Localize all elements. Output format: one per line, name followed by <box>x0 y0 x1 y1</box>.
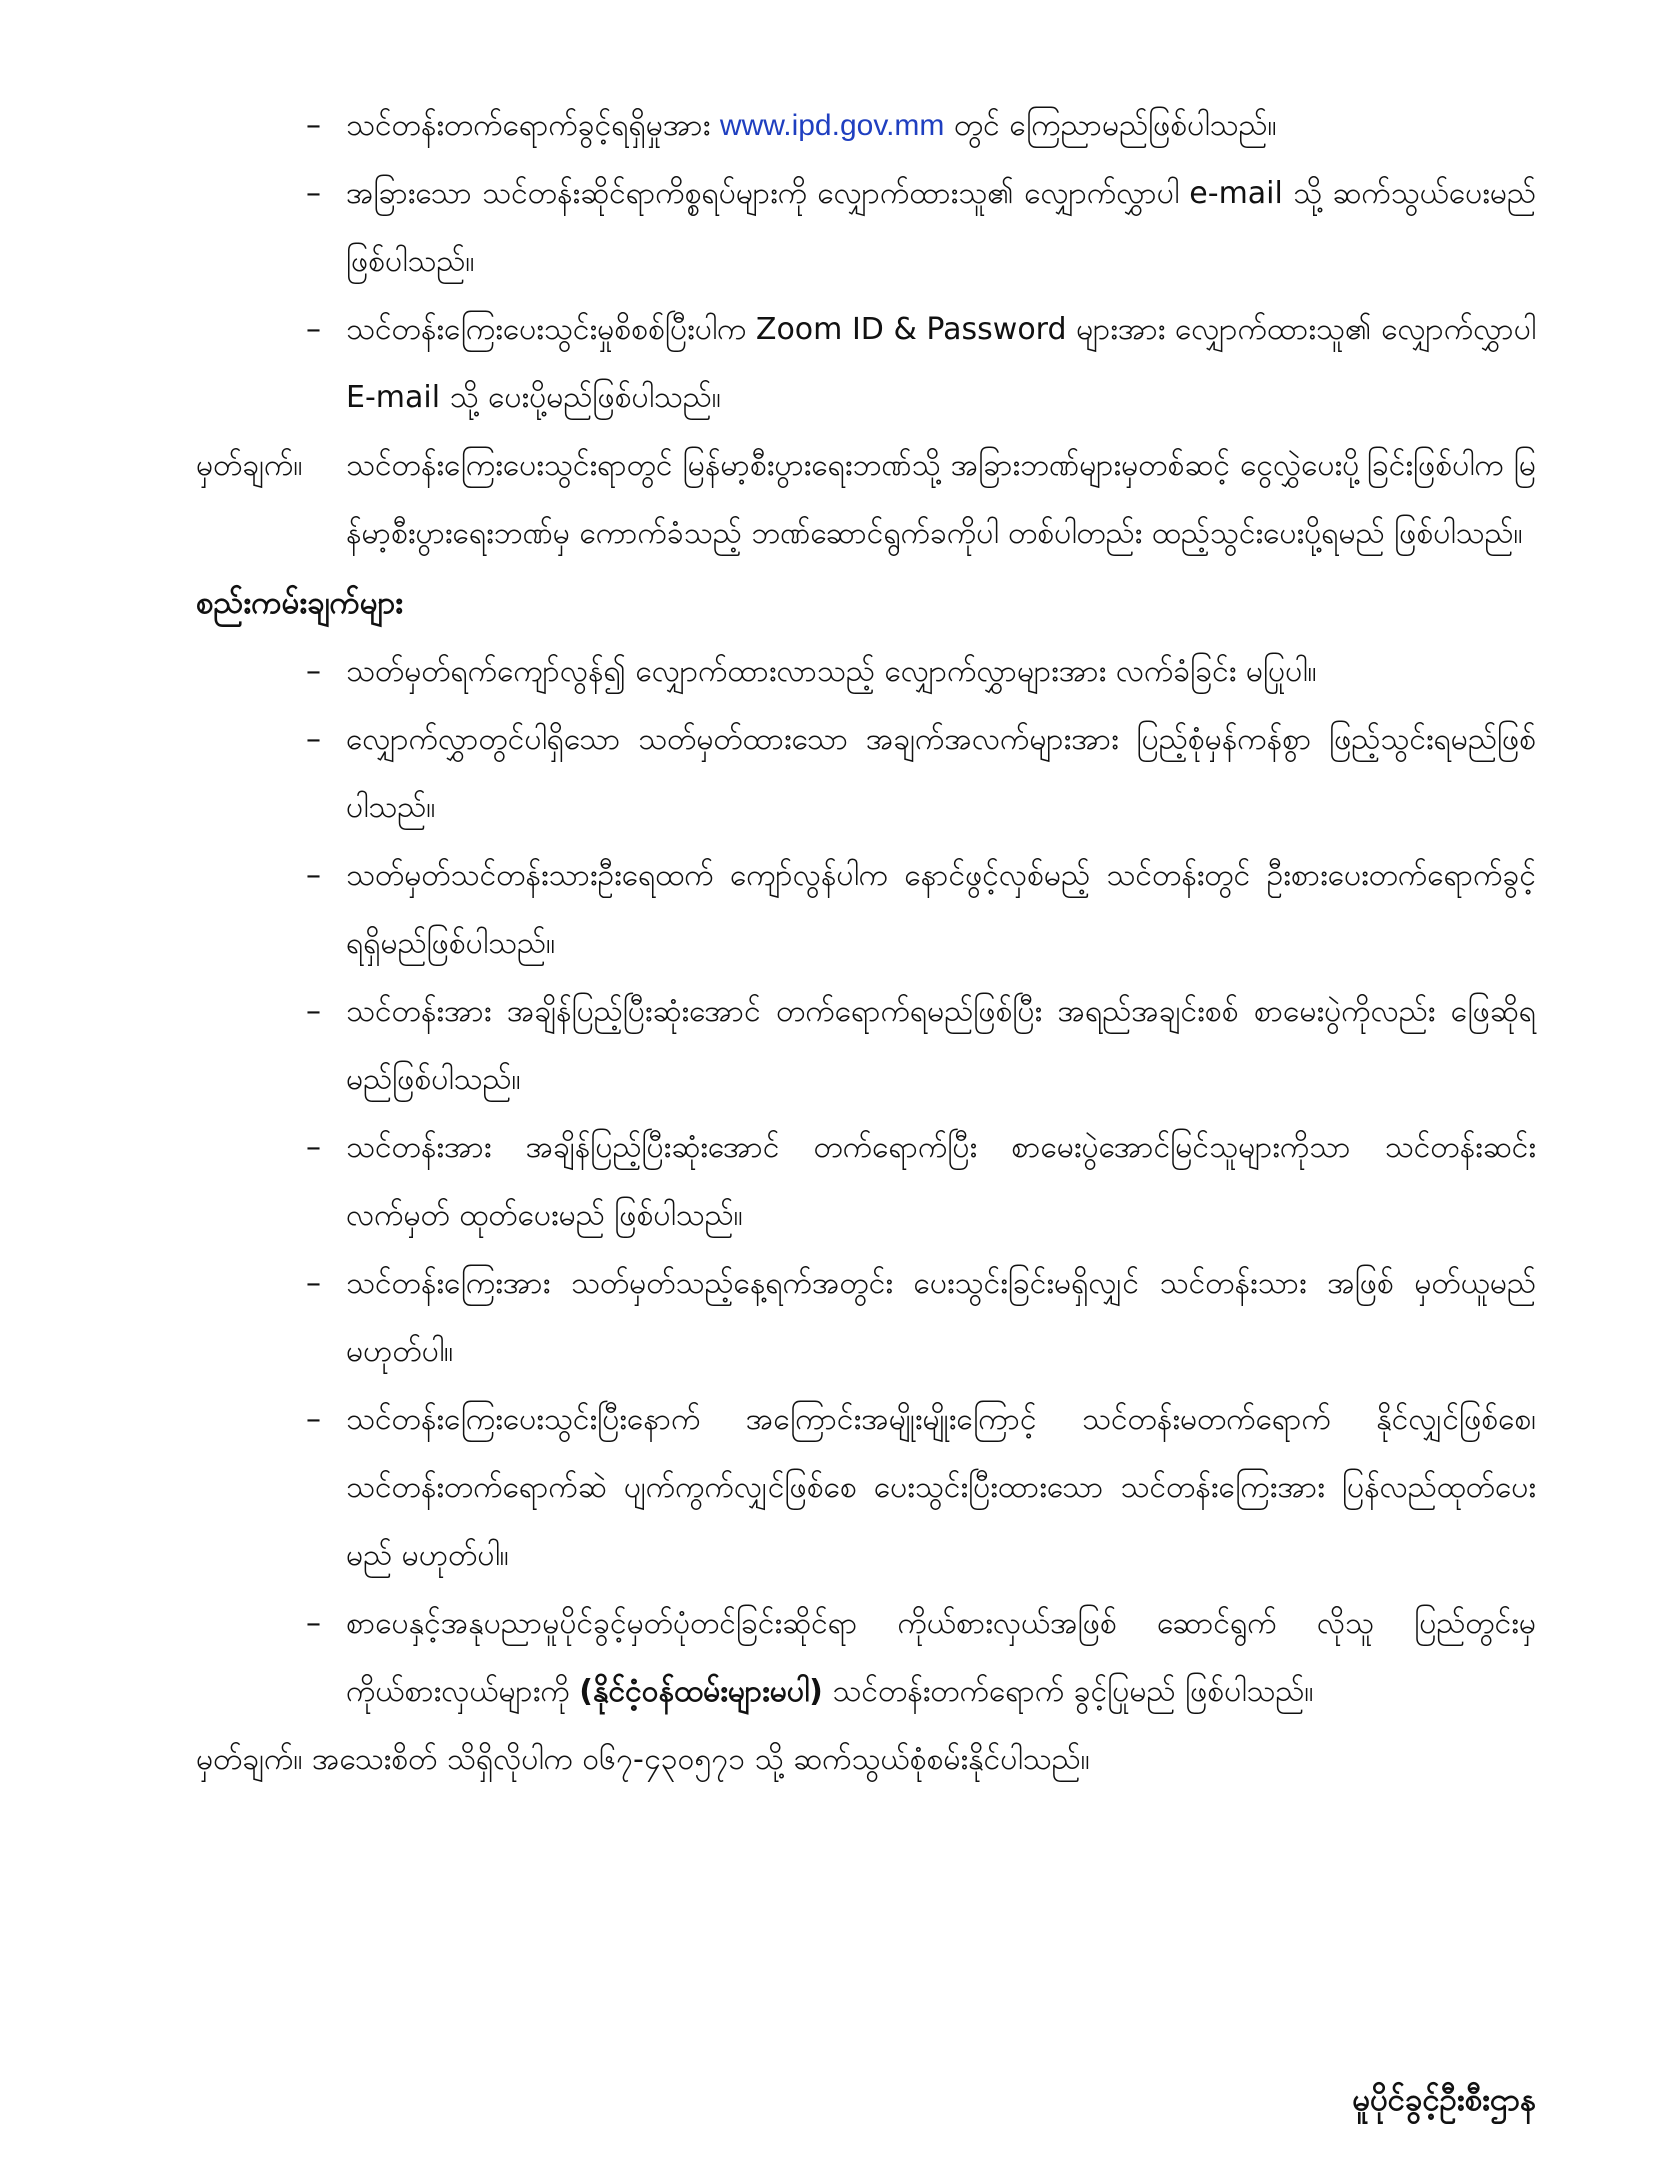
document-body <box>196 92 1536 1824</box>
website-link[interactable]: www.ipd.gov.mm <box>719 109 945 142</box>
bullet-dash: – <box>306 108 321 143</box>
list-item <box>196 92 1536 160</box>
rule-text: သင်တန်းကြေးပေးသွင်းပြီးနောက် အကြောင်းအမျိုးမျိုးကြောင့် သင်တန်းမတက်ရောက် နိုင်လျှင်ဖြစ်စေ၊ သင်တန်းတက်ရောက်ဆဲ ပျက်ကွက်လျှင်ဖြစ်စေ ပေးသွင်းပြီးထားသော သင်တန်းကြေးအား ပြန်လည်ထုတ်ပေးမည် မဟုတ်ပါ။ <box>346 1402 1536 1573</box>
list-item <box>196 1386 1536 1590</box>
rule-text: သတ်မှတ်ရက်ကျော်လွန်၍ လျှောက်ထားလာသည့် လျှောက်လွှာများအား လက်ခံခြင်း မပြုပါ။ <box>346 654 1317 689</box>
contact-note: မှတ်ချက်။ အသေးစိတ် သိရှိလိုပါက ၀၆၇-၄၃၀၅၇၁ သို့ ဆက်သွယ်စုံစမ်းနိုင်ပါသည်။ <box>196 1742 1090 1777</box>
rule-bold-text: (နိုင်ငံ့ဝန်ထမ်းများမပါ) <box>579 1674 823 1709</box>
rule-text: လျှောက်လွှာတွင်ပါရှိသော သတ်မှတ်ထားသော အချက်အလက်များအား ပြည့်စုံမှန်ကန်စွာ ဖြည့်သွင်းရမည်ဖြစ်ပါသည်။ <box>346 722 1536 825</box>
list-item <box>196 706 1536 842</box>
note-label: မှတ်ချက်။ <box>196 448 303 483</box>
rule-text: သင်တန်းအား အချိန်ပြည့်ပြီးဆုံးအောင် တက်ရောက်ရမည်ဖြစ်ပြီး အရည်အချင်းစစ် စာမေးပွဲကိုလည်း ဖြေဆိုရမည်ဖြစ်ပါသည်။ <box>346 994 1536 1097</box>
list-item <box>196 978 1536 1114</box>
rule-text: သင်တန်းအား အချိန်ပြည့်ပြီးဆုံးအောင် တက်ရောက်ပြီး စာမေးပွဲအောင်မြင်သူများကိုသာ သင်တန်းဆင်းလက်မှတ် ထုတ်ပေးမည် ဖြစ်ပါသည်။ <box>346 1130 1536 1233</box>
note-paragraph <box>196 432 1536 568</box>
list-item <box>196 638 1536 706</box>
bullet-text: တွင် ကြေညာမည်ဖြစ်ပါသည်။ <box>944 108 1277 143</box>
bullet-dash: – <box>306 654 321 689</box>
rule-text: သတ်မှတ်သင်တန်းသားဦးရေထက် ကျော်လွန်ပါက နောင်ဖွင့်လှစ်မည့် သင်တန်းတွင် ဦးစားပေးတက်ရောက်ခွင့် ရရှိမည်ဖြစ်ပါသည်။ <box>346 858 1536 961</box>
bullet-dash: – <box>306 994 321 1029</box>
bullet-text: သင်တန်းတက်ရောက်ခွင့်ရရှိမှုအား <box>346 108 720 143</box>
rule-text: သင်တန်းကြေးအား သတ်မှတ်သည့်နေ့ရက်အတွင်း ပေးသွင်းခြင်းမရှိလျှင် သင်တန်းသား အဖြစ် မှတ်ယူမည်မဟုတ်ပါ။ <box>346 1266 1536 1369</box>
list-item <box>196 296 1536 432</box>
bullet-dash: – <box>306 722 321 757</box>
list-item <box>196 160 1536 296</box>
bullet-dash: – <box>306 312 321 347</box>
bullet-dash: – <box>306 1130 321 1165</box>
note-text: သင်တန်းကြေးပေးသွင်းရာတွင် မြန်မာ့စီးပွားရေးဘဏ်သို့ အခြားဘဏ်များမှတစ်ဆင့် ငွေလွှဲပေးပို့ခြင်းဖြစ်ပါက မြန်မာ့စီးပွားရေးဘဏ်မှ ကောက်ခံသည့် ဘဏ်ဆောင်ရွက်ခကိုပါ တစ်ပါတည်း ထည့်သွင်းပေးပို့ရမည် ဖြစ်ပါသည်။ <box>346 448 1536 551</box>
department-signature: မူပိုင်ခွင့်ဦးစီးဌာန <box>1352 2082 1536 2118</box>
list-item <box>196 1590 1536 1726</box>
bullet-dash: – <box>306 1402 321 1437</box>
list-item <box>196 1250 1536 1386</box>
rule-text: စာပေနှင့်အနုပညာမူပိုင်ခွင့်မှတ်ပုံတင်ခြင်းဆိုင်ရာ ကိုယ်စားလှယ်အဖြစ် ဆောင်ရွက် လိုသူ ပြည်တွင်းမှကိုယ်စားလှယ်များကို <box>346 1606 1536 1709</box>
rules-heading: စည်းကမ်းချက်များ <box>196 585 404 621</box>
bullet-dash: – <box>306 176 321 211</box>
bullet-dash: – <box>306 1266 321 1301</box>
list-item <box>196 1114 1536 1250</box>
bullet-text: သင်တန်းကြေးပေးသွင်းမှုစိစစ်ပြီးပါက Zoom ID & Password များအား လျှောက်ထားသူ၏ လျှောက်လွှာပါ E-mail သို့ ပေးပို့မည်ဖြစ်ပါသည်။ <box>346 312 1536 415</box>
list-item <box>196 842 1536 978</box>
bullet-dash: – <box>306 858 321 893</box>
rule-text: သင်တန်းတက်ရောက် ခွင့်ပြုမည် ဖြစ်ပါသည်။ <box>822 1674 1314 1709</box>
bullet-dash: – <box>306 1606 321 1641</box>
bullet-text: အခြားသော သင်တန်းဆိုင်ရာကိစ္စရပ်များကို လျှောက်ထားသူ၏ လျှောက်လွှာပါ e-mail သို့ ဆက်သွယ်ပေးမည် ဖြစ်ပါသည်။ <box>346 176 1536 279</box>
